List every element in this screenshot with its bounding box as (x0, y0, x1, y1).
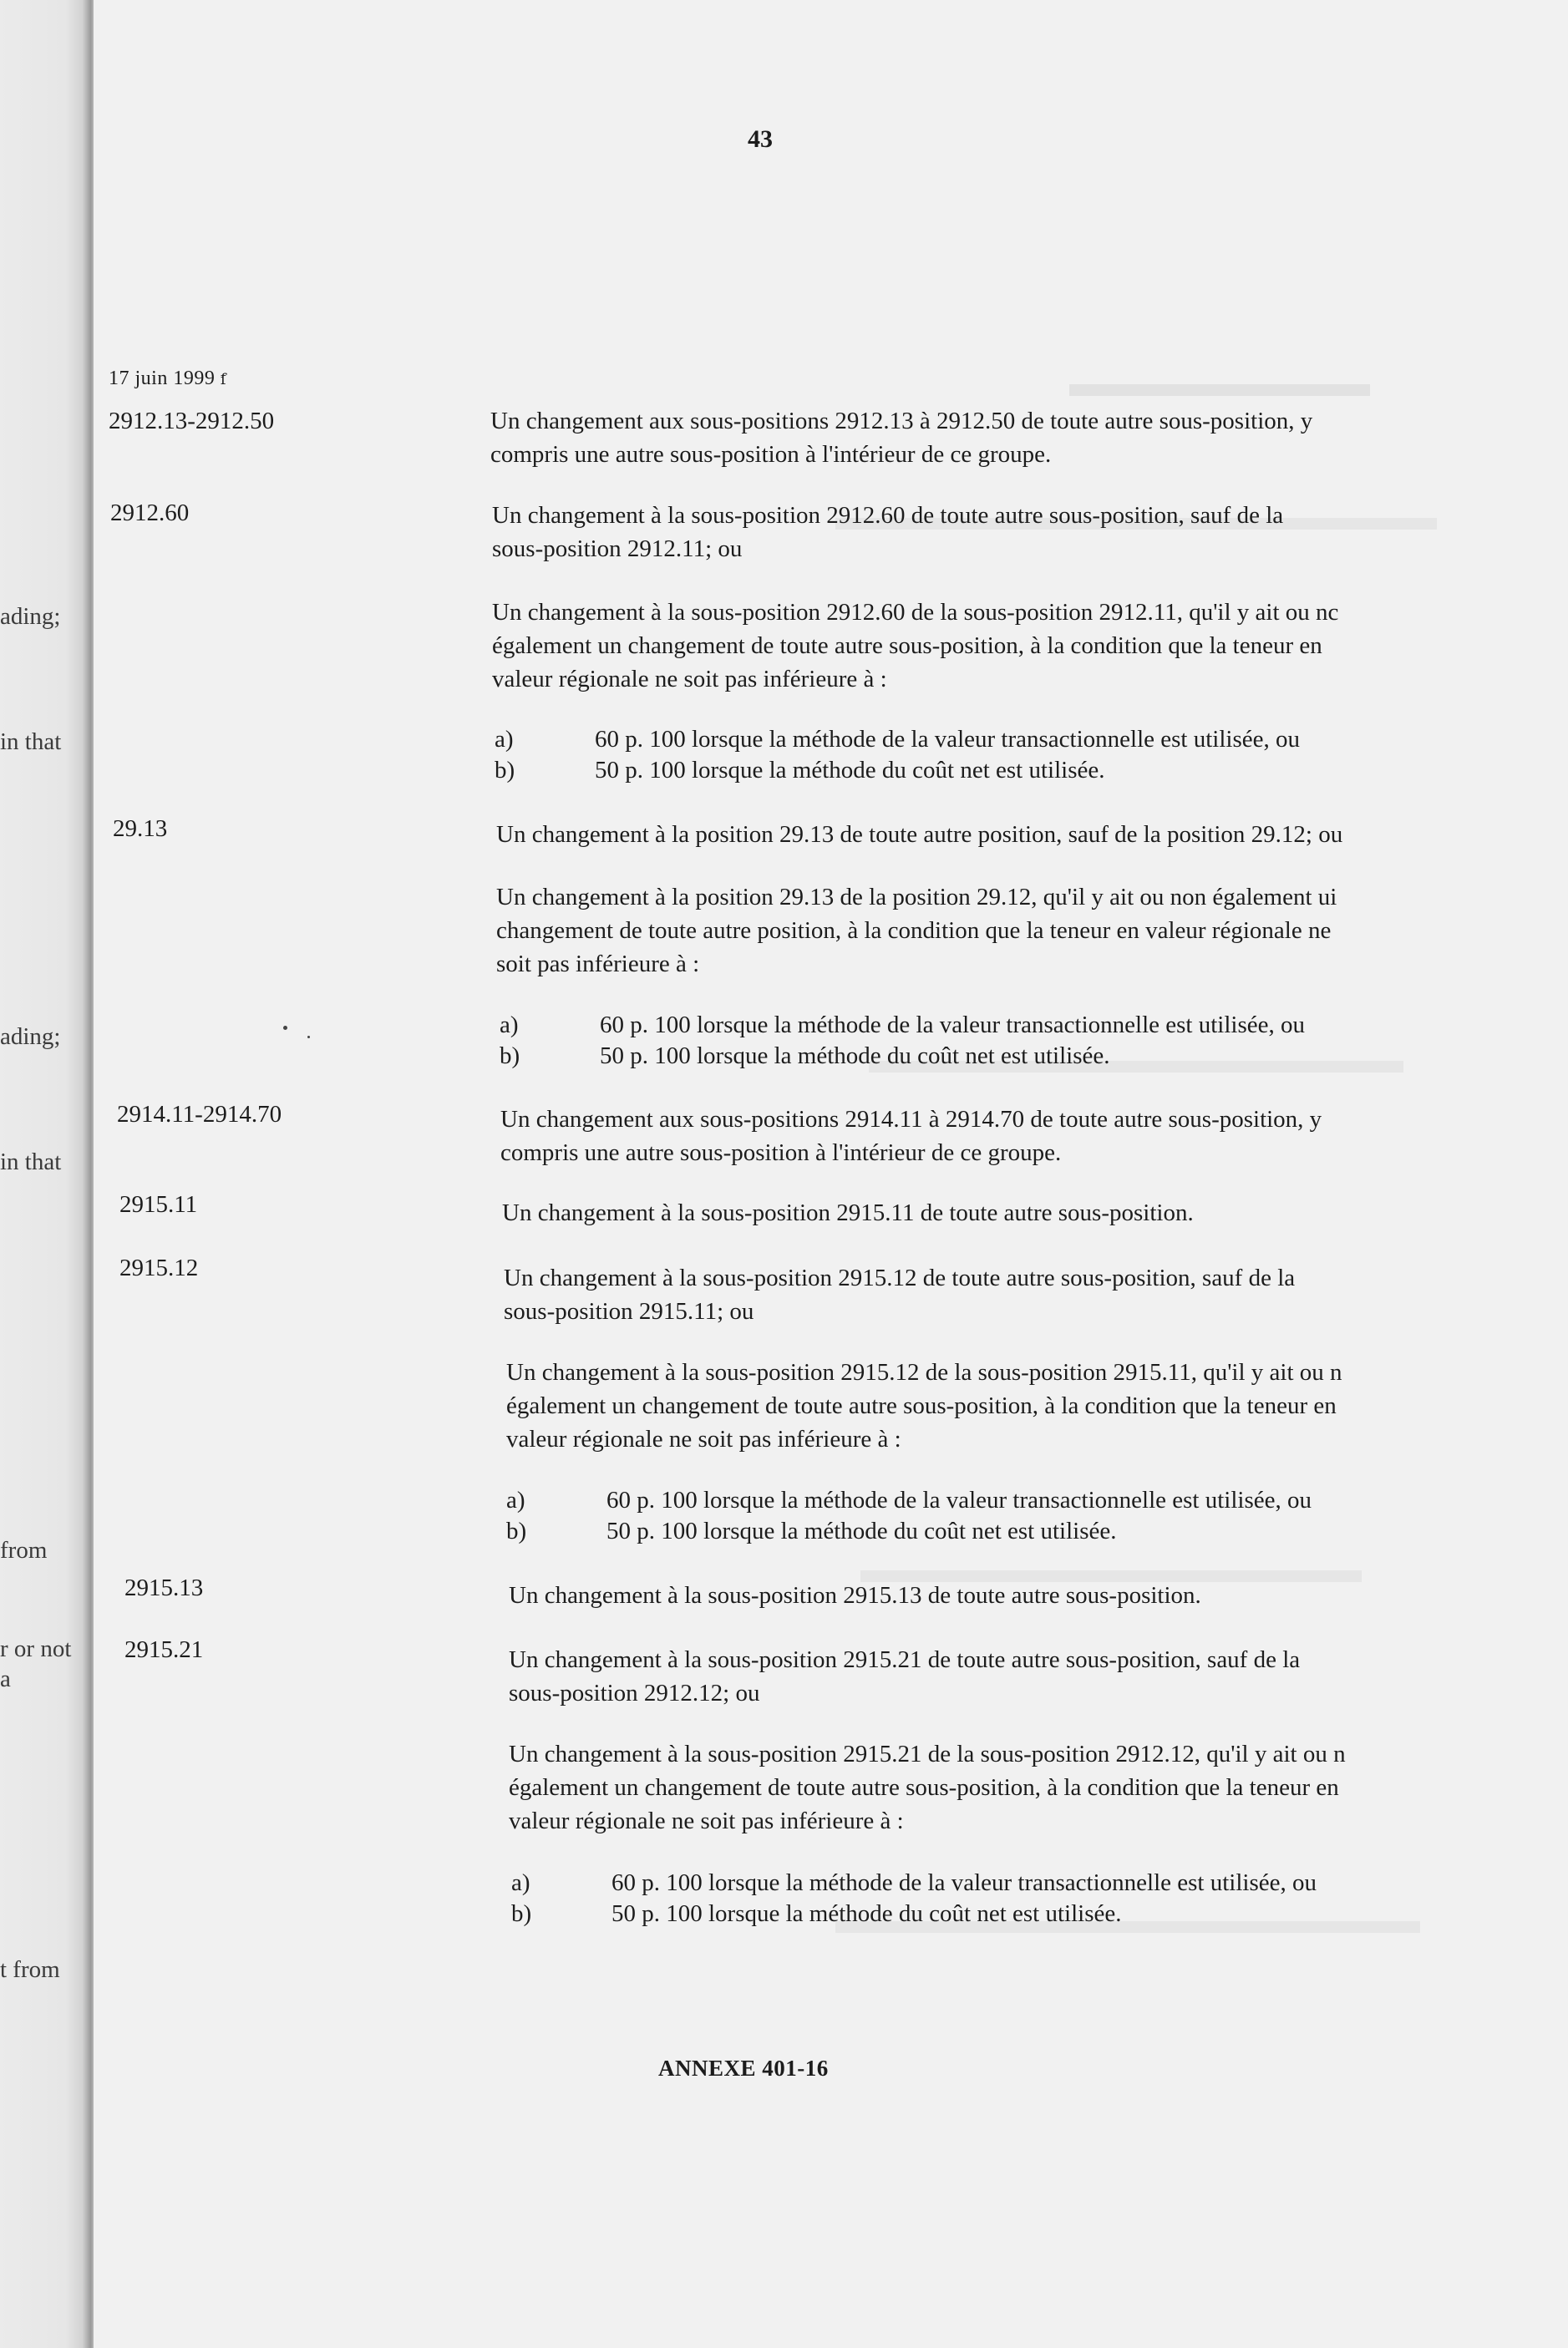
heading-code: 2914.11-2914.70 (117, 1101, 282, 1128)
sub-item: a) 60 p. 100 lorsque la méthode de la valeur transactionnelle est utilisée, ou (500, 1012, 1305, 1038)
page-binding-shadow (0, 0, 94, 2348)
margin-word: in that (0, 728, 62, 755)
rule-text: Un changement à la position 29.13 de toute autre position, sauf de la position 29.12; ou (496, 821, 1343, 848)
sub-item: a) 60 p. 100 lorsque la méthode de la valeur transactionnelle est utilisée, ou (506, 1487, 1312, 1514)
rule-text: Un changement à la position 29.13 de la position 29.12, qu'il y ait ou non également ui changement de toute autre position, à la condition que la teneur en valeur régionale ne soit pas inférieure à : (496, 884, 1337, 977)
margin-word: ading; (0, 603, 61, 630)
rule-text: Un changement à la sous-position 2915.21 de toute autre sous-position, sauf de la sous-position 2912.12; ou (509, 1646, 1301, 1706)
sub-item: b) 50 p. 100 lorsque la méthode du coût net est utilisée. (500, 1042, 1110, 1069)
heading-code: 2912.60 (110, 500, 190, 526)
date-note: 17 juin 1999 ẝ (109, 368, 227, 389)
sub-item: a) 60 p. 100 lorsque la méthode de la valeur transactionnelle est utilisée, ou (495, 726, 1300, 753)
heading-code: 2915.13 (124, 1575, 204, 1601)
sub-item-list (506, 1485, 1312, 1547)
scan-speck (283, 1026, 287, 1030)
scan-speck (307, 1036, 310, 1038)
heading-code: 2915.21 (124, 1636, 204, 1663)
sub-item-list (500, 1010, 1305, 1072)
heading-code: 2915.11 (119, 1191, 198, 1218)
sub-item: b) 50 p. 100 lorsque la méthode du coût net est utilisée. (511, 1900, 1122, 1927)
rule-text: Un changement à la sous-position 2912.60 de toute autre sous-position, sauf de la sous-position 2912.11; ou (492, 502, 1284, 562)
sub-item: a) 60 p. 100 lorsque la méthode de la valeur transactionnelle est utilisée, ou (511, 1869, 1317, 1896)
sub-item-list (495, 724, 1300, 786)
heading-code: 29.13 (113, 815, 168, 842)
margin-word: a (0, 1666, 11, 1692)
sub-item: b) 50 p. 100 lorsque la méthode du coût net est utilisée. (495, 757, 1105, 784)
rule-text: Un changement à la sous-position 2915.12 de la sous-position 2915.11, qu'il y ait ou n également un changement de toute autre sous-position, à la condition que la teneur en valeur régionale ne soit pas inférieure à : (506, 1359, 1342, 1453)
margin-word: from (0, 1537, 48, 1564)
show-through-mark (1069, 384, 1370, 396)
rule-text: Un changement aux sous-positions 2912.13 à 2912.50 de toute autre sous-position, y compris une autre sous-position à l'intérieur de ce groupe. (490, 408, 1313, 468)
margin-word: t from (0, 1956, 60, 1983)
rule-text: Un changement à la sous-position 2912.60 de la sous-position 2912.11, qu'il y ait ou nc également un changement de toute autre sous-position, à la condition que la teneur en valeur régionale ne soit pas inférieure à : (492, 599, 1339, 692)
sub-item: b) 50 p. 100 lorsque la méthode du coût net est utilisée. (506, 1518, 1117, 1544)
annex-footer: ANNEXE 401-16 (658, 2056, 829, 2081)
rule-text: Un changement à la sous-position 2915.21 de la sous-position 2912.12, qu'il y ait ou n également un changement de toute autre sous-position, à la condition que la teneur en valeur régionale ne soit pas inférieure à : (509, 1741, 1346, 1834)
heading-code: 2912.13-2912.50 (109, 408, 275, 434)
heading-code: 2915.12 (119, 1255, 199, 1281)
rule-text: Un changement aux sous-positions 2914.11 à 2914.70 de toute autre sous-position, y compris une autre sous-position à l'intérieur de ce groupe. (500, 1106, 1322, 1166)
margin-word: r or not (0, 1635, 72, 1662)
page-number: 43 (748, 125, 773, 153)
rule-text: Un changement à la sous-position 2915.11 de toute autre sous-position. (502, 1199, 1194, 1226)
margin-word: ading; (0, 1023, 61, 1050)
rule-text: Un changement à la sous-position 2915.12 de toute autre sous-position, sauf de la sous-position 2915.11; ou (504, 1265, 1296, 1325)
sub-item-list (511, 1868, 1317, 1930)
margin-word: in that (0, 1149, 62, 1175)
rule-text: Un changement à la sous-position 2915.13 de toute autre sous-position. (509, 1582, 1201, 1609)
